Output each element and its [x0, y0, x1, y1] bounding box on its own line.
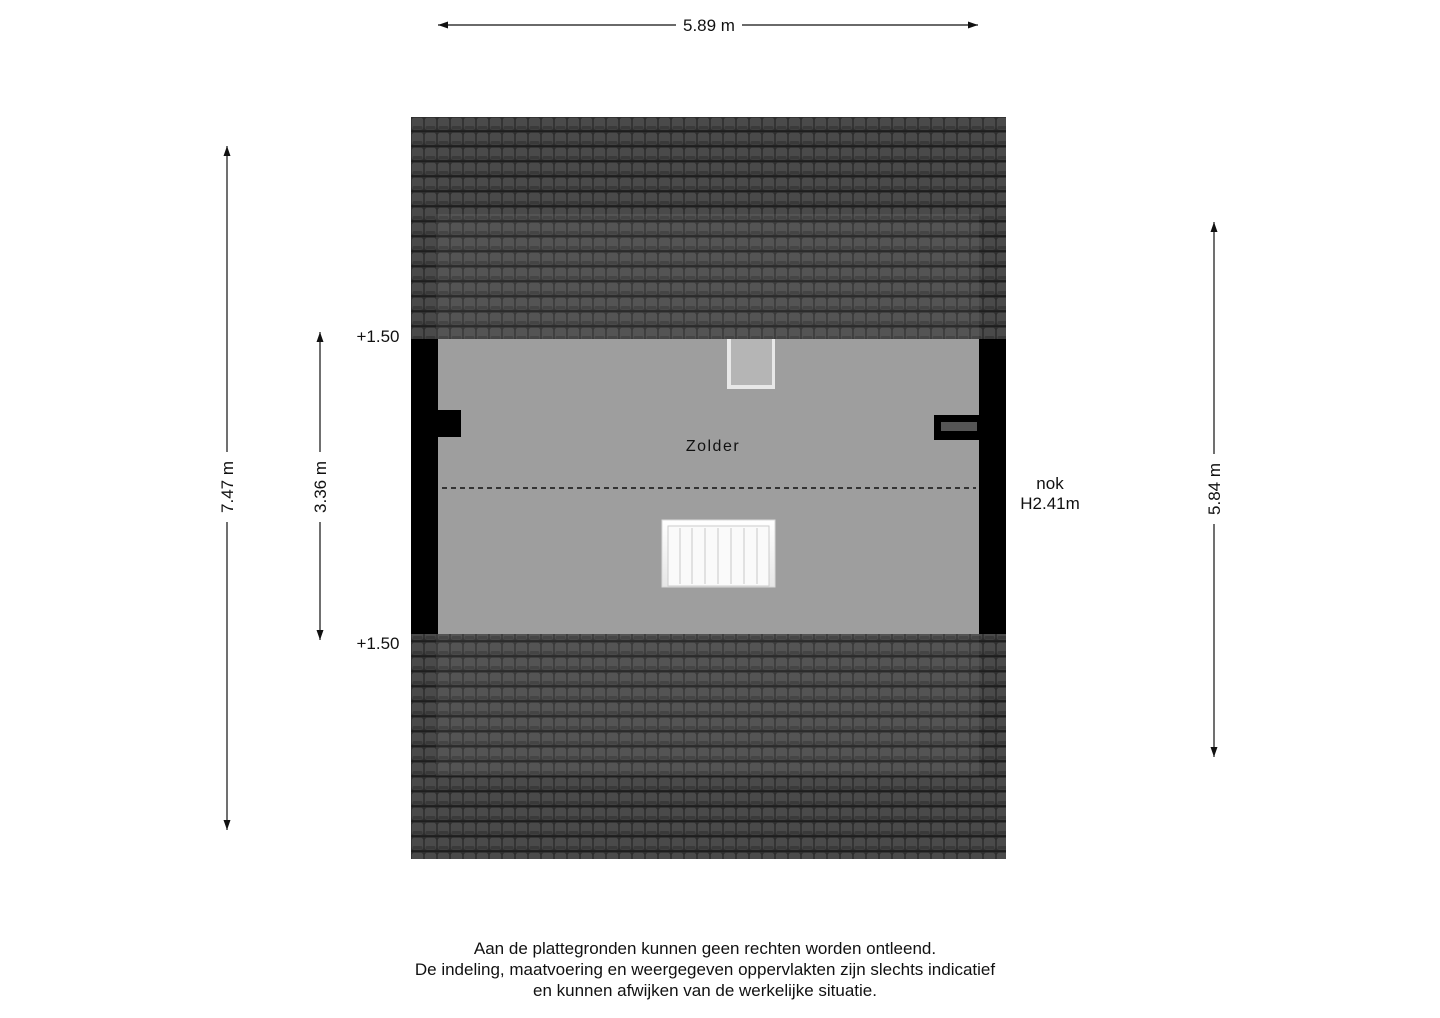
- top-dimension: [438, 16, 978, 35]
- level-label-upper: +1.50: [356, 327, 400, 346]
- disclaimer-line-1: Aan de plattegronden kunnen geen rechten worden ontleend.: [473, 939, 937, 958]
- right-dimension: [1205, 222, 1224, 757]
- right-vent: [934, 415, 979, 440]
- level-label-lower: +1.50: [356, 634, 400, 653]
- disclaimer-line-2: De indeling, maatvoering en weergegeven oppervlakten zijn slechts indicatief: [414, 960, 996, 979]
- left-inner-dimension-label: 3.36 m: [311, 461, 330, 513]
- right-wall: [979, 339, 1006, 634]
- ridge-height-label: H2.41m: [1020, 494, 1080, 513]
- ridge-label: nok: [1036, 474, 1064, 493]
- roof-upper: [411, 117, 1006, 339]
- staircase: [662, 520, 775, 587]
- left-total-dimension: [218, 146, 237, 830]
- disclaimer-line-3: en kunnen afwijken van de werkelijke situatie.: [533, 981, 877, 1000]
- left-total-dimension-label: 7.47 m: [218, 461, 237, 513]
- top-dimension-label: 5.89 m: [683, 16, 735, 35]
- right-dimension-label: 5.84 m: [1205, 463, 1224, 515]
- attic-floor: [438, 339, 979, 634]
- disclaimer: [415, 939, 996, 1000]
- roof-lower: [411, 634, 1006, 859]
- left-wall: [411, 339, 438, 634]
- room-label: Zolder: [685, 438, 741, 455]
- left-inner-dimension: [311, 332, 330, 640]
- left-duct: [438, 410, 461, 437]
- roof-window: [727, 339, 775, 389]
